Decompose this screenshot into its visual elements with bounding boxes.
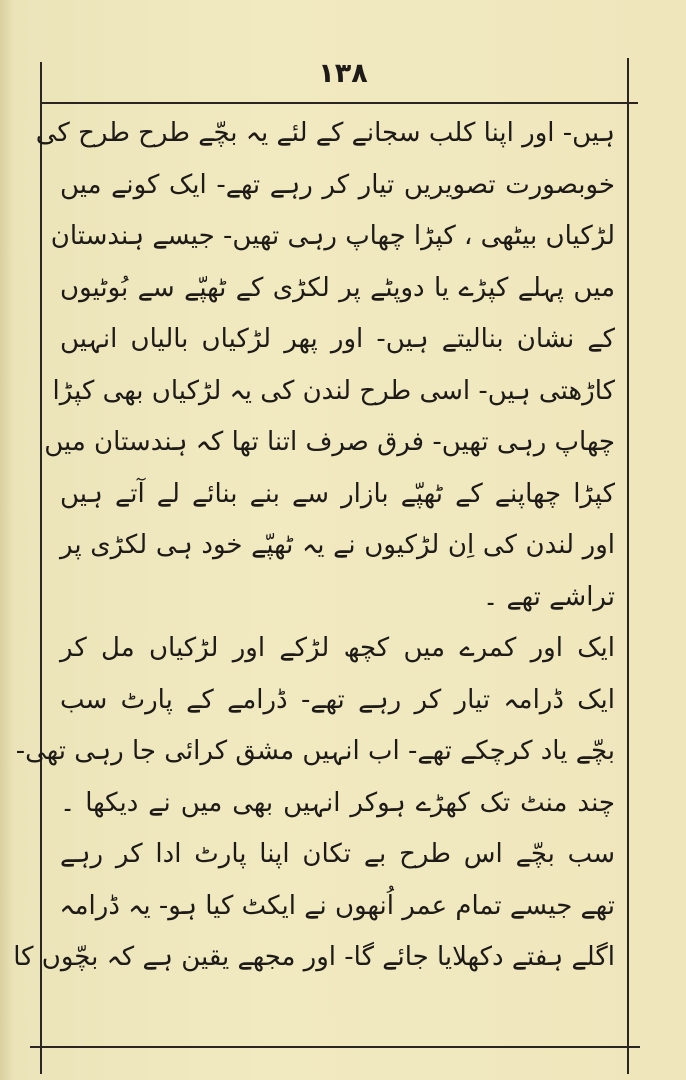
bottom-border-line [30, 1046, 640, 1048]
left-border-line [40, 62, 42, 1074]
page-number: ١٣٨ [318, 58, 368, 89]
text-line: ہیں- اور اپنا کلب سجانے کے لئے یہ بچّے طرح طرح کی [35, 118, 615, 148]
text-line: کپڑا چھاپنے کے ٹھپّے بازار سے بنے بنائے لے آتے ہیں [60, 478, 615, 509]
top-border-line [40, 102, 638, 104]
text-line: تراشے تھے ۔ [482, 581, 615, 612]
text-line: خوبصورت تصویریں تیار کر رہے تھے- ایک کونے میں [60, 169, 615, 200]
text-line: کاڑھتی ہیں- اسی طرح لندن کی یہ لڑکیاں بھی کپڑا [52, 375, 615, 406]
text-line: ایک اور کمرے میں کچھ لڑکے اور لڑکیاں مل کر [60, 633, 615, 663]
text-line: چھاپ رہی تھیں- فرق صرف اتنا تھا کہ ہندستان میں [44, 427, 615, 457]
text-line: اگلے ہفتے دکھلایا جائے گا- اور مجھے یقین ہے کہ بچّوں کا [13, 942, 615, 972]
text-line: تھے جیسے تمام عمر اُنھوں نے ایکٹ کیا ہو- یہ ڈرامہ [59, 890, 615, 921]
text-line: لڑکیاں بیٹھی ، کپڑا چھاپ رہی تھیں- جیسے ہندستان [50, 221, 615, 251]
text-line: اور لندن کی اِن لڑکیوں نے یہ ٹھپّے خود ہی لکڑی پر [60, 530, 615, 560]
text-line: میں پہلے کپڑے یا دوپٹے پر لکڑی کے ٹھپّے سے بُوٹیوں [60, 272, 615, 303]
right-border-line [627, 58, 629, 1074]
text-line: بچّے یاد کرچکے تھے- اب انہیں مشق کرائی جا رہی تھی- [15, 736, 615, 766]
text-line: کے نشان بنالیتے ہیں- اور پھر لڑکیاں بالیاں انہیں [60, 324, 615, 354]
text-line: سب بچّے اس طرح بے تکان اپنا پارٹ ادا کر رہے [60, 839, 615, 869]
text-line: ایک ڈرامہ تیار کر رہے تھے- ڈرامے کے پارٹ سب [60, 684, 615, 715]
text-line: چند منٹ تک کھڑے ہوکر انہیں بھی میں نے دیکھا ۔ [60, 787, 615, 818]
body-text [13, 108, 615, 1043]
